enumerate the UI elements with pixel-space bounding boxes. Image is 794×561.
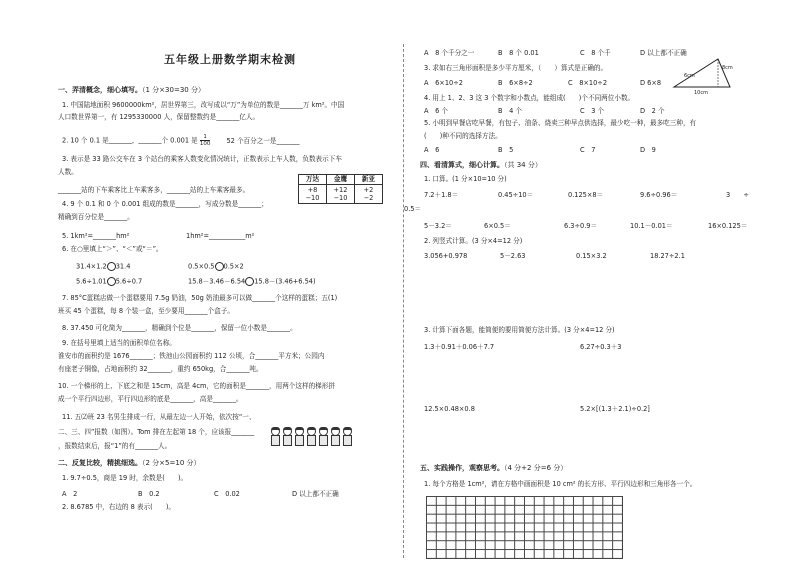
compare-circle[interactable] — [215, 262, 224, 271]
q4-line1: 4. 9 个 0.1 和 0 个 0.001 组成的数是_______，写成分数是_______； — [62, 200, 268, 208]
oral-calc-item: 6×0.5＝ — [484, 222, 511, 230]
triangle-side-a: 6cm — [684, 73, 695, 79]
student-icon — [294, 427, 303, 444]
mc5-option-d[interactable]: D 9 — [640, 146, 656, 154]
simplify-item: 6.27÷0.3＋3 — [580, 343, 622, 351]
vertical-calc-item: 0.15×3.2 — [576, 252, 607, 260]
q3-line1: 3. 表示是 33 路公交车在 3 个站台的乘客人数变化情况统计，正数表示上车人数，负数表示下车 — [62, 155, 342, 163]
mc3-option-d[interactable]: D 6×8 — [640, 79, 662, 87]
oral-calc-heading: 1. 口算。(1 分×10=10 分) — [424, 175, 507, 183]
exam-title: 五年级上册数学期末检测 — [164, 53, 296, 66]
student-icon — [270, 427, 279, 444]
fraction-1-100: $\frac{1}{100}$ — [199, 134, 211, 147]
mc3-option-c[interactable]: C 8×10÷2 — [568, 79, 608, 87]
option-c[interactable]: C 0.02 — [214, 490, 240, 498]
q7-line2: 班买 45 个蛋糕，每 8 个装一盒，至少要用_______个盒子。 — [58, 307, 234, 315]
mc2-option-c[interactable]: C 8 个千 — [580, 49, 611, 57]
q8-line: 8. 37.450 可化简为_______，精确到个位是_______，保留一位小数是_______。 — [62, 324, 297, 332]
section-5-heading: 五、实践操作，观察思考。（4 分+2 分=6 分） — [420, 464, 568, 472]
q11-line2: 二、三、四”报数（如图）。Tom 排在左起第 18 个，应该报_______ — [58, 428, 255, 436]
mc2-question: 2. 8.6785 中，右边的 8 表示( )。 — [62, 503, 176, 511]
student-icon — [342, 427, 351, 444]
mc3-question: 3. 求如右三角形面积是多少平方厘米，（ ）算式是正确的。 — [424, 64, 608, 72]
option-a[interactable]: A 2 — [62, 490, 78, 498]
mc3-option-a[interactable]: A 6×10÷2 — [424, 79, 463, 87]
practice-question: 1. 每个方格是 1cm²，请在方格中画面积是 10 cm² 的长方形、平行四边形和三角形各一个。 — [424, 480, 697, 488]
table-cell: +12 −10 — [327, 185, 355, 204]
student-icon — [330, 427, 339, 444]
students-figure — [270, 427, 351, 444]
vertical-calc-item: 3.056+0.978 — [424, 252, 468, 260]
mc2-option-a[interactable]: A 8 个千分之一 — [424, 49, 475, 57]
simplify-heading: 3. 计算下面各题，能简便的要用简便方法计算。(3 分×4=12 分) — [424, 326, 615, 334]
mc5-line1: 5. 小明到早餐店吃早餐，有包子、油条、烧卖三种早点供选择，最少吃一种，最多吃三种，有 — [424, 119, 697, 127]
mc2-option-b[interactable]: B 8 个 0.01 — [498, 49, 539, 57]
oral-calc-item: 10.1－0.01＝ — [630, 222, 673, 230]
mc5-option-a[interactable]: A 6 — [424, 146, 440, 154]
mc5-option-c[interactable]: C 7 — [580, 146, 596, 154]
oral-calc-item: 3 ÷ — [726, 191, 749, 199]
oral-calc-item: 0.5＝ — [404, 205, 422, 213]
compare-circle[interactable] — [107, 262, 116, 271]
mc2-option-d[interactable]: D 以上都不正确 — [640, 49, 687, 57]
q10-line2: 成一个平行四边形，平行四边形的底是_______，高是_______。 — [58, 395, 243, 403]
q5-part2: 1hm²=___________m² — [186, 232, 255, 240]
oral-calc-item: 0.45÷10＝ — [498, 191, 534, 199]
student-icon — [318, 427, 327, 444]
triangle-base-label: 10cm — [694, 90, 708, 95]
q1-line2: 人口数世界第一，有 1295330000 人，保留整数约是_______亿人。 — [58, 113, 260, 121]
vertical-calc-heading: 2. 列竖式计算。(3 分×4=12 分) — [424, 237, 523, 245]
table-header: 新亚 — [355, 175, 383, 185]
q4-line2: 精确到百分位是_______。 — [58, 213, 134, 221]
section-1-heading: 一、弄清概念，细心填写。（1 分×30=30 分） — [58, 86, 205, 94]
q1-line1: 1. 中国陆地面积 9600000km²，居世界第三，改写成以“万”为单位的数是_______万 km²。中国 — [62, 101, 345, 109]
compare-row2-b: 15.8－3.46－6.54 15.8－(3.46+6.54) — [188, 277, 316, 286]
q11-line1: 11. 五⑵班 23 名男生排成一行，从最左边一人开始，依次按“一、 — [62, 413, 256, 421]
vertical-calc-item: 5－2.63 — [500, 252, 526, 260]
q11-line3: ，报数结束后，报“1”的有_______人。 — [58, 442, 172, 450]
student-icon — [282, 427, 291, 444]
q6-line: 6. 在○里填上“＞”、“＜”或“＝”。 — [62, 245, 163, 253]
section-4-heading: 四、看清算式，细心计算。（共 34 分） — [420, 161, 542, 169]
oral-calc-item: 16×0.125＝ — [708, 222, 748, 230]
mc1-question: 1. 9.7÷0.5，商是 19 时，余数是( )。 — [62, 474, 188, 482]
oral-calc-item: 5－3.2＝ — [424, 222, 452, 230]
table-header: 万达 — [299, 175, 327, 185]
simplify-item: 5.2×[(1.3＋2.1)÷0.2] — [580, 405, 650, 413]
mc4-option-b[interactable]: B 4 个 — [498, 107, 523, 115]
section-2-heading: 二、反复比较，精挑细选。（2 分×5=10 分） — [58, 459, 201, 467]
oral-calc-item: 0.125×8＝ — [568, 191, 604, 199]
vertical-calc-item: 18.27÷2.1 — [650, 252, 685, 260]
mc4-option-a[interactable]: A 6 个 — [424, 107, 448, 115]
table-cell: +2 −2 — [355, 185, 383, 204]
mc5-option-b[interactable]: B 5 — [498, 146, 514, 154]
compare-row2-a: 5.6÷1.01 5.6÷0.7 — [76, 277, 143, 286]
mc4-question: 4. 用上 1、2、3 这 3 个数字和小数点，能组成( )个不同两位小数。 — [424, 94, 635, 102]
mc5-line2: ( )种不同的选择方法。 — [424, 132, 502, 140]
triangle-shape — [674, 59, 730, 87]
oral-calc-item: 9.6÷0.96＝ — [640, 191, 678, 199]
q5-part1: 5. 1km²=_______hm² — [62, 232, 130, 240]
bus-station-table — [298, 174, 383, 204]
q3-line3: _______站的下车乘客比上车乘客多，_______站的上车乘客最多。 — [58, 186, 250, 194]
table-cell: +8 −10 — [299, 185, 327, 204]
option-d[interactable]: D 以上都不正确 — [292, 490, 339, 498]
compare-circle[interactable] — [107, 277, 116, 286]
triangle-side-b: 8cm — [722, 65, 733, 71]
q2-line: 2. 10 个 0.1 是_______，_______个 0.001 是 $\frac{1}{100} 52$ 个百分之一是_______ — [62, 134, 300, 147]
mc4-option-c[interactable]: C 3 个 — [580, 107, 605, 115]
triangle-figure — [670, 55, 736, 95]
column-divider — [403, 44, 404, 558]
compare-circle[interactable] — [245, 277, 254, 286]
student-icon — [306, 427, 315, 444]
drawing-grid[interactable] — [426, 496, 623, 559]
q9-line1: 9. 在括号里填上适当的面积单位名称。 — [62, 339, 176, 347]
q3-line2: 人数。 — [58, 168, 78, 176]
simplify-item: 12.5×0.48×0.8 — [424, 405, 475, 413]
compare-row1-b: 0.5×0.5 0.5×2 — [188, 262, 244, 271]
option-b[interactable]: B 0.2 — [138, 490, 160, 498]
q9-line3: 有座老子铜像，占地面积约 32_______，重约 650kg，合_______吨。 — [58, 365, 263, 373]
mc4-option-d[interactable]: D 2 个 — [640, 107, 665, 115]
oral-calc-item: 7.2＋1.8＝ — [424, 191, 459, 199]
q9-line2: 淮安市的面积约是 1676_______；铁池山公园面积约 112 公顷，合_______平方米；公园内 — [58, 352, 325, 360]
table-header: 金鹰 — [327, 175, 355, 185]
mc3-option-b[interactable]: B 6×8÷2 — [498, 79, 533, 87]
q7-line1: 7. 85°C蛋糕店做一个蛋糕要用 7.5g 奶油，50g 奶油最多可以做_______个这样的蛋糕；五(1) — [62, 294, 338, 302]
simplify-item: 1.3＋0.91＋0.06＋7.7 — [424, 343, 495, 351]
q10-line1: 10. 一个梯形的上、下底之和是 15cm，高是 4cm，它的面积是_______，用两个这样的梯形拼 — [58, 382, 335, 390]
compare-row1-a: 31.4×1.2 31.4 — [76, 262, 131, 271]
oral-calc-item: 6.3÷0.9＝ — [564, 222, 598, 230]
